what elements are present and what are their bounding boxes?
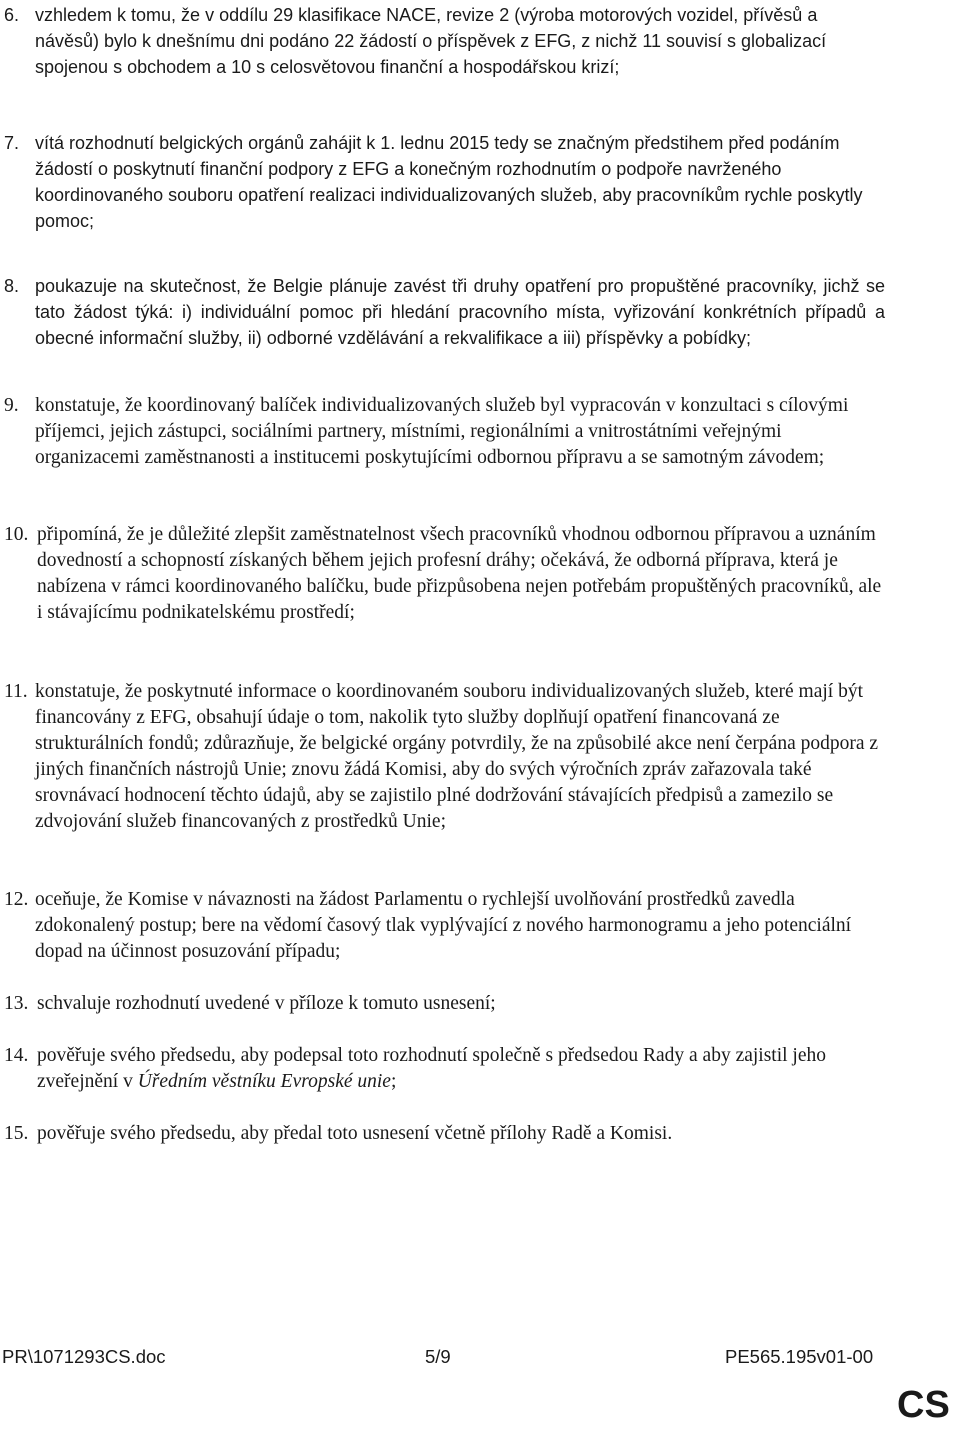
- paragraph-number: 6.: [4, 5, 20, 25]
- journal-title: Úředním věstníku Evropské unie: [137, 1071, 391, 1092]
- paragraph-text: [37, 1043, 885, 1095]
- paragraph-14: [0, 1043, 885, 1095]
- paragraph-text: vítá rozhodnutí belgických orgánů zahájit k 1. lednu 2015 tedy se značným předstihem před podáním žádostí o poskytnutí finanční podpory z EFG a konečným rozhodnutím o podpoře navrženého koordinovaného souboru opatření realizaci individualizovaných služeb, aby pracovníkům rychle poskytly pomoc;: [35, 133, 863, 231]
- paragraph-number: 12.: [4, 889, 29, 910]
- paragraph-11: [0, 679, 885, 835]
- paragraph-text: schvaluje rozhodnutí uvedené v příloze k tomuto usnesení;: [37, 993, 496, 1014]
- paragraph-number: 15.: [4, 1123, 29, 1144]
- paragraph-text: oceňuje, že Komise v návaznosti na žádost Parlamentu o rychlejší uvolňování prostředků zavedla zdokonalený postup; bere na vědomí časový tlak vyplývající z nového harmonogramu a jeho potenciální dopad na účinnost posuzování případu;: [35, 889, 852, 962]
- paragraph-text-after: ;: [390, 1071, 397, 1092]
- paragraph-text: pověřuje svého předsedu, aby předal toto usnesení včetně přílohy Radě a Komisi.: [37, 1123, 673, 1144]
- paragraph-13: [0, 991, 885, 1017]
- paragraph-8: [0, 273, 885, 351]
- paragraph-number: 9.: [4, 395, 19, 416]
- paragraph-10: [0, 522, 885, 626]
- paragraph-number: 13.: [4, 993, 29, 1014]
- paragraph-12: [0, 887, 885, 965]
- paragraph-number: 10.: [4, 524, 29, 545]
- footer-document-reference: PR\1071293CS.doc: [2, 1346, 166, 1367]
- paragraph-text: konstatuje, že koordinovaný balíček individualizovaných služeb byl vypracován v konzultaci s cílovými příjemci, jejich zástupci, sociálními partnery, místními, regionálními a vnitrostátními veřejnými organizacemi zaměstnanosti a institucemi poskytujícími odbornou přípravu a se samotným závodem;: [35, 395, 849, 468]
- footer-version: PE565.195v01-00: [725, 1346, 874, 1367]
- page-footer: [0, 1344, 960, 1370]
- paragraph-text: připomíná, že je důležité zlepšit zaměstnatelnost všech pracovníků vhodnou odbornou přípravou a uznáním dovedností a schopností získaných během jejich profesní dráhy; očekává, že odborná příprava, která je nabízena v rámci koordinovaného balíčku, bude přizpůsobena nejen potřebám propuštěných pracovníků, ale i stávajícímu podnikatelskému prostředí;: [37, 524, 882, 623]
- paragraph-text: konstatuje, že poskytnuté informace o koordinovaném souboru individualizovaných služeb, které mají být financovány z EFG, obsahují údaje o tom, nakolik tyto služby doplňují opatření financovaná ze strukturálních fondů; zdůrazňuje, že belgické orgány potvrdily, že na způsobilé akce není čerpána podpora z jiných finančních nástrojů Unie; znovu žádá Komisi, aby do svých výročních zpráv zařazovala také srovnávací hodnocení těchto údajů, aby se zajistilo plné dodržování stávajících předpisů a zamezilo se zdvojování služeb financovaných z prostředků Unie;: [35, 681, 879, 832]
- paragraph-number: 8.: [4, 276, 20, 296]
- paragraph-text: vzhledem k tomu, že v oddílu 29 klasifikace NACE, revize 2 (výroba motorových vozidel, přívěsů a návěsů) bylo k dnešnímu dni podáno 22 žádostí o příspěvek z EFG, z nichž 11 souvisí s globalizací spojenou s obchodem a 10 s celosvětovou finanční a hospodářskou krizí;: [35, 5, 827, 77]
- paragraph-number: 14.: [4, 1045, 29, 1066]
- paragraph-7: [0, 130, 885, 234]
- paragraph-6: [0, 2, 885, 80]
- paragraph-text: poukazuje na skutečnost, že Belgie plánuje zavést tři druhy opatření pro propuštěné pracovníky, jichž se tato žádost týká: i) individuální pomoc při hledání pracovního místa, vyřizování konkrétních případů a obecné informační služby, ii) odborné vzdělávání a rekvalifikace a iii) příspěvky a pobídky;: [35, 276, 885, 348]
- language-badge: CS: [897, 1384, 950, 1426]
- paragraph-number: 7.: [4, 133, 20, 153]
- paragraph-9: [0, 393, 885, 471]
- paragraph-number: 11.: [4, 681, 28, 702]
- paragraph-text-before: pověřuje svého předsedu, aby podepsal toto rozhodnutí společně s předsedou Rady a aby zajistil jeho zveřejnění v: [37, 1045, 827, 1092]
- footer-page-number: 5/9: [425, 1346, 451, 1367]
- paragraph-15: [0, 1121, 885, 1147]
